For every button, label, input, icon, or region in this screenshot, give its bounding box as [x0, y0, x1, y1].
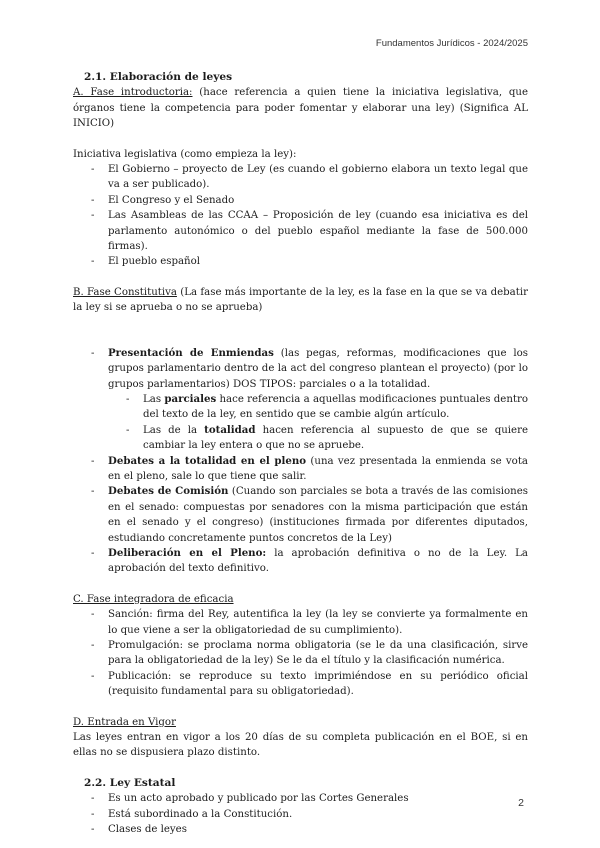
page-header: Fundamentos Jurídicos - 2024/2025 — [375, 38, 528, 49]
list-item-enmiendas — [73, 346, 528, 454]
deliberacion-text: la aprobación definitiva o no de la Ley. La aprobación del texto definitivo. — [108, 547, 528, 575]
phase-d-label: D. Entrada en Vigor — [73, 716, 176, 728]
list-item: - El Gobierno – proyecto de Ley (es cuando el gobierno elabora un texto legal que va a ser publicado). — [73, 162, 528, 193]
document-body — [73, 70, 528, 837]
page-number: 2 — [518, 797, 524, 809]
deliberacion-term: Deliberación en el Pleno: — [108, 546, 267, 559]
list-item: - Está subordinado a la Constitución. — [73, 807, 528, 822]
phase-a-paragraph — [73, 85, 528, 131]
debates-text: (una vez presentada la enmienda se vota en el pleno, sale lo que tiene que salir. — [108, 455, 528, 482]
phase-b-list — [73, 346, 528, 577]
phase-b-label: B. Fase Constitutiva — [73, 286, 177, 298]
list-item: - Publicación: se reproduce su texto imprimiéndose en su periódico oficial (requisito fundamental para su obligatoriedad). — [73, 669, 528, 700]
debates-term: Debates a la totalidad en el pleno — [108, 454, 307, 467]
comision-term: Debates de Comisión — [108, 485, 229, 498]
phase-d-text: Las leyes entran en vigor a los 20 días de su completa publicación en el BOE, si en ellas no se dispusiera plazo distinto. — [73, 732, 528, 759]
phase-a-label: A. Fase introductoria: — [73, 87, 193, 99]
list-item: - Es un acto aprobado y publicado por las Cortes Generales — [73, 791, 528, 806]
list-item: - Sanción: firma del Rey, autentifica la ley (la ley se convierte ya formalmente en lo que viene a ser la obligatoriedad de su cumplimiento). — [73, 607, 528, 638]
phase-c-list — [73, 607, 528, 699]
list-item-deliberacion — [73, 546, 528, 577]
section-heading-2-2: 2.2. Ley Estatal — [84, 776, 176, 789]
list-item — [108, 423, 528, 454]
list-item — [108, 392, 528, 423]
phase-b-paragraph — [73, 285, 528, 316]
ley-estatal-list — [73, 791, 528, 837]
totalidad-term: totalidad — [204, 423, 256, 436]
comision-text: (Cuando son parciales se bota a través de las comisiones en el senado: compuestas por senadores con la misma participación que están en el senado y el congreso) (instituciones firmada por diferentes diputados, estudiando concretamente puntos concretos de la Ley) — [108, 486, 529, 544]
phase-a-text: (hace referencia a quien tiene la iniciativa legislativa, que órganos tiene la competencia para poder fomentar y elaborar una ley) (Significa AL INICIO) — [73, 87, 528, 130]
initiative-intro: Iniciativa legislativa (como empieza la ley): — [73, 148, 297, 160]
list-item: - El pueblo español — [73, 254, 528, 269]
totalidad-prefix: Las de la — [143, 424, 205, 436]
list-item-debates — [73, 454, 528, 485]
totalidad-text: hacen referencia al supuesto de que se quiere cambiar la ley entera o que no se apruebe. — [143, 424, 528, 452]
list-item: - Las Asambleas de las CCAA – Proposición de ley (cuando esa iniciativa es del parlamento autonómico o del pueblo español mediante la fase de 500.000 firmas). — [73, 208, 528, 254]
initiative-list — [73, 162, 528, 270]
section-heading-2-1: 2.1. Elaboración de leyes — [84, 71, 233, 83]
list-item: - Promulgación: se proclama norma obligatoria (se le da una clasificación, sirve para la obligatoriedad de la ley) Se le da el título y la clasificación numérica. — [73, 638, 528, 669]
phase-c-label: C. Fase integradora de eficacia — [73, 593, 234, 605]
parciales-prefix: Las — [143, 393, 165, 405]
enmiendas-sublist — [108, 392, 528, 454]
enmiendas-text: (las pegas, reformas, modificaciones que los grupos parlamentario dentro de la act del congreso plantean el proyecto) (por lo grupos parlamentarios) DOS TIPOS: parciales o a la totalidad. — [108, 347, 528, 390]
list-item: - El Congreso y el Senado — [73, 193, 528, 208]
phase-b-text: (La fase más importante de la ley, es la fase en la que se va debatir la ley si se aprueba o no se aprueba) — [73, 286, 528, 314]
parciales-term: parciales — [164, 392, 217, 405]
parciales-text: hace referencia a aquellas modificaciones puntuales dentro del texto de la ley, en sentido que se cambie algún artículo. — [143, 393, 528, 421]
list-item-comision — [73, 484, 528, 546]
list-item: - Clases de leyes — [73, 822, 528, 837]
enmiendas-term: Presentación de Enmiendas — [108, 346, 274, 359]
